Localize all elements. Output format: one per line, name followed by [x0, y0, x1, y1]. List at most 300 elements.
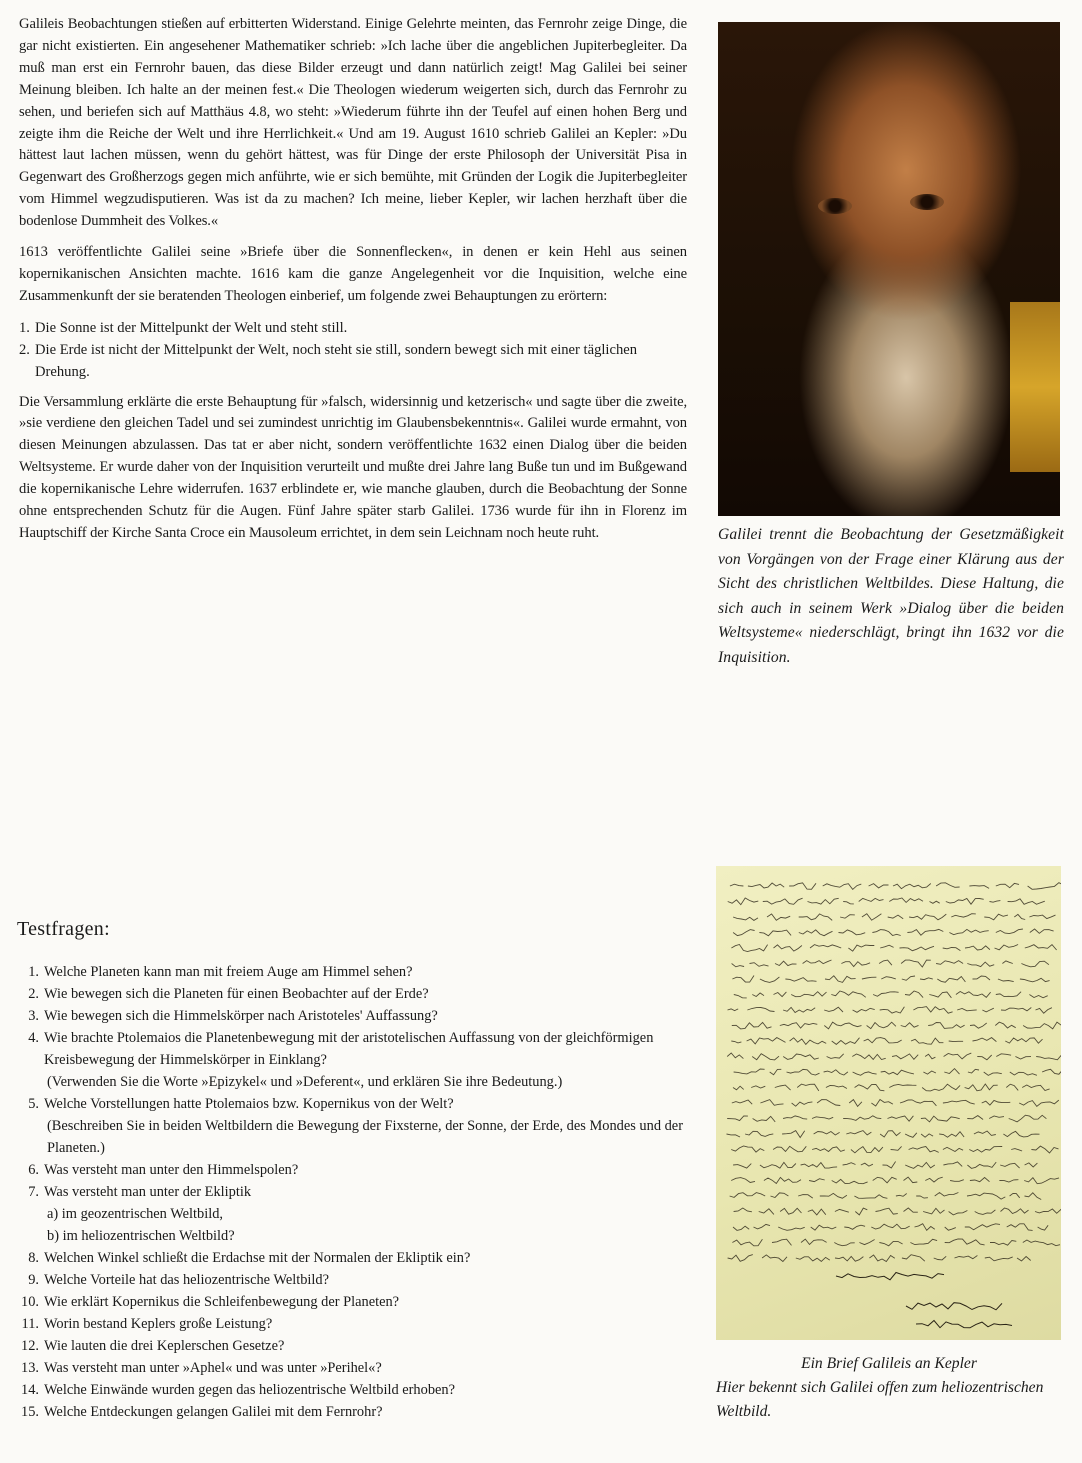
handwriting-stroke: [774, 945, 802, 951]
handwriting-stroke: [859, 1240, 874, 1245]
testfrage-number: 11.: [21, 1316, 39, 1332]
handwriting-stroke: [880, 1007, 905, 1013]
handwriting-stroke: [943, 1162, 962, 1167]
handwriting-stroke: [727, 1116, 748, 1121]
handwriting-stroke: [859, 898, 884, 901]
handwriting-stroke: [731, 945, 767, 952]
handwriting-stroke: [996, 883, 1019, 887]
handwriting-stroke: [879, 960, 892, 965]
testfrage-subline: (Beschreiben Sie in beiden Weltbildern die Bewegung der Fixsterne, der Sonne, der Erde, des Mondes und der Planeten.): [47, 1118, 683, 1156]
handwriting-stroke: [873, 992, 899, 997]
handwriting-stroke: [1025, 1163, 1038, 1167]
handwriting-stroke: [1015, 1057, 1031, 1060]
handwriting-stroke: [752, 993, 764, 997]
handwriting-stroke: [944, 1053, 972, 1059]
letter-caption-title: Ein Brief Galileis an Kepler: [801, 1355, 977, 1372]
handwriting-stroke: [880, 1131, 900, 1137]
testfrage-line: Was versteht man unter »Aphel« und was unter »Perihel«?: [44, 1360, 382, 1376]
testfrage-number: 7.: [28, 1184, 39, 1200]
handwriting-stroke: [762, 1255, 787, 1262]
handwriting-stroke: [930, 901, 940, 903]
testfrage-text: [44, 1401, 687, 1423]
handwriting-stroke: [1022, 1085, 1049, 1091]
testfrage-item: [17, 1181, 687, 1247]
handwriting-stroke: [862, 914, 882, 921]
handwriting-stroke: [747, 1008, 774, 1012]
handwriting-stroke: [925, 1054, 935, 1059]
handwriting-stroke: [855, 1208, 867, 1215]
testfrage-text: [44, 1335, 687, 1357]
testfrage-text: [44, 1159, 687, 1181]
handwriting-stroke: [778, 1227, 805, 1230]
handwriting-stroke: [727, 1134, 741, 1137]
testfrage-number: 1.: [28, 964, 39, 980]
claim-text: Die Sonne ist der Mittelpunkt der Welt und steht still.: [35, 319, 348, 336]
handwriting-stroke: [1025, 945, 1057, 950]
handwriting-stroke: [759, 930, 791, 936]
handwriting-stroke: [1020, 978, 1050, 982]
testfrage-item: [17, 1093, 687, 1159]
handwriting-stroke: [745, 1131, 773, 1136]
handwriting-stroke: [973, 1038, 997, 1042]
testfrage-line: Welche Vorstellungen hatte Ptolemaios bzw. Kopernikus von der Welt?: [44, 1096, 454, 1112]
testfrage-number: 10.: [21, 1294, 39, 1310]
handwriting-stroke: [1017, 1257, 1031, 1261]
handwriting-stroke: [920, 978, 933, 980]
handwriting-stroke: [1028, 883, 1061, 890]
testfrage-number: 5.: [28, 1096, 39, 1112]
handwriting-stroke: [990, 901, 1001, 903]
testfrage-text: [44, 1357, 687, 1379]
handwriting-stroke: [965, 1224, 1000, 1230]
testfragen-list: [17, 961, 687, 1423]
handwriting-stroke: [1000, 1163, 1019, 1168]
handwriting-stroke: [996, 1054, 1011, 1057]
handwriting-stroke: [1025, 1193, 1042, 1200]
testfrage-text: [44, 1005, 687, 1027]
handwriting-stroke: [943, 1147, 963, 1151]
handwriting-stroke: [1035, 1209, 1061, 1214]
testfrage-subline: b) im heliozentrischen Weltbild?: [47, 1228, 235, 1244]
handwriting-stroke: [861, 1163, 873, 1166]
handwriting-stroke: [916, 1196, 928, 1198]
handwriting-stroke: [734, 1069, 765, 1074]
handwriting-stroke: [732, 1022, 772, 1029]
handwriting-stroke: [730, 1193, 766, 1198]
testfrage-text: [44, 1379, 687, 1401]
handwriting-stroke: [790, 1038, 827, 1045]
handwriting-stroke: [984, 1072, 1002, 1075]
handwriting-stroke: [1024, 1178, 1059, 1184]
handwriting-stroke: [965, 1084, 998, 1091]
testfrage-item: [17, 1027, 687, 1093]
testfrage-line: Was versteht man unter den Himmelspolen?: [44, 1162, 299, 1178]
portrait-eye-left: [818, 198, 852, 214]
handwriting-stroke: [982, 1008, 993, 1012]
handwriting-stroke: [1007, 1224, 1033, 1231]
handwriting-stroke: [936, 883, 960, 888]
handwriting-stroke: [754, 1224, 771, 1229]
handwriting-stroke: [832, 1038, 860, 1045]
handwriting-stroke: [871, 1224, 909, 1229]
handwriting-stroke: [811, 1225, 837, 1230]
handwriting-stroke: [783, 1007, 815, 1012]
handwriting-stroke: [869, 1255, 894, 1262]
handwriting-stroke: [905, 1133, 917, 1138]
handwriting-stroke: [734, 995, 747, 998]
handwriting-stroke: [892, 1054, 918, 1059]
handwriting-stroke: [760, 1100, 783, 1106]
testfrage-number: 6.: [28, 1162, 39, 1178]
handwriting-stroke: [823, 884, 862, 890]
handwriting-stroke: [764, 1177, 801, 1183]
testfrage-text: [44, 1093, 687, 1159]
testfrage-item: [17, 1357, 687, 1379]
handwriting-stroke: [945, 1239, 985, 1245]
testfrage-item: [17, 961, 687, 983]
handwriting-stroke: [775, 1085, 791, 1090]
handwriting-stroke: [853, 1008, 875, 1012]
handwriting-stroke: [998, 979, 1014, 982]
handwriting-stroke: [771, 1193, 789, 1198]
handwriting-stroke: [996, 929, 1023, 934]
testfrage-number: 12.: [21, 1338, 39, 1354]
handwriting-stroke: [905, 991, 923, 998]
handwriting-stroke: [731, 1178, 755, 1183]
handwriting-stroke: [789, 883, 816, 889]
testfrage-item: [17, 1291, 687, 1313]
handwriting-stroke: [1001, 1208, 1029, 1214]
testfrage-line: Welche Entdeckungen gelangen Galilei mit dem Fernrohr?: [44, 1404, 383, 1420]
handwriting-stroke: [759, 1209, 774, 1215]
testfrage-line: Welche Vorteile hat das heliozentrische Weltbild?: [44, 1272, 329, 1288]
testfrage-item: [17, 1335, 687, 1357]
handwriting-stroke: [798, 1195, 813, 1199]
handwriting-stroke: [835, 1256, 863, 1261]
handwriting-stroke: [907, 929, 943, 935]
handwriting-stroke: [799, 914, 833, 921]
handwriting-stroke: [824, 1022, 861, 1029]
handwriting-stroke: [855, 1084, 885, 1090]
handwriting-stroke: [909, 914, 946, 920]
testfrage-line: Was versteht man unter der Ekliptik: [44, 1184, 252, 1200]
handwriting-stroke: [732, 976, 754, 983]
portrait-eye-right: [910, 194, 944, 210]
testfrage-line: Welchen Winkel schließt die Erdachse mit der Normalen der Ekliptik ein?: [44, 1250, 471, 1266]
handwriting-stroke: [900, 946, 935, 950]
handwriting-stroke: [852, 1054, 885, 1060]
handwriting-stroke: [880, 945, 893, 948]
handwriting-stroke: [796, 1257, 830, 1262]
handwriting-stroke: [840, 915, 855, 919]
handwriting-stroke: [844, 1225, 865, 1229]
handwriting-stroke: [1008, 899, 1045, 905]
handwriting-stroke: [733, 917, 758, 920]
testfrage-text: [44, 1181, 687, 1247]
handwriting-stroke: [748, 883, 784, 888]
handwriting-stroke: [901, 960, 931, 967]
handwriting-stroke: [911, 1038, 943, 1044]
handwriting-stroke: [929, 992, 951, 998]
handwriting-stroke: [943, 1100, 975, 1104]
handwriting-scribbles: [716, 866, 1061, 1340]
testfrage-number: 4.: [28, 1030, 39, 1046]
handwriting-stroke: [831, 991, 866, 997]
testfrage-item: [17, 1005, 687, 1027]
testfrage-item: [17, 1269, 687, 1291]
handwriting-stroke: [1042, 1069, 1061, 1074]
handwriting-stroke: [825, 976, 856, 983]
handwriting-stroke: [773, 1146, 806, 1152]
testfrage-text: [44, 1269, 687, 1291]
handwriting-stroke: [732, 964, 745, 967]
testfrage-line: Wie brachte Ptolemaios die Planetenbewegung mit der aristotelischen Auffassung von der gleichförmigen Kreisbewegung der Himmelskörper in Einklang?: [44, 1030, 654, 1068]
testfrage-number: 14.: [21, 1382, 39, 1398]
handwriting-stroke: [835, 1209, 849, 1212]
handwriting-stroke: [1014, 914, 1025, 919]
handwriting-stroke: [902, 976, 915, 980]
testfrage-text: [44, 961, 687, 983]
handwriting-stroke: [791, 992, 826, 997]
handwriting-stroke: [1006, 1084, 1018, 1090]
handwriting-stroke: [824, 1070, 848, 1075]
handwriting-stroke: [782, 1131, 805, 1138]
testfrage-line: Worin bestand Keplers große Leistung?: [44, 1316, 273, 1332]
handwriting-stroke: [824, 1007, 843, 1012]
handwriting-stroke: [849, 1100, 862, 1107]
handwriting-stroke: [915, 1224, 935, 1231]
handwriting-stroke: [977, 1055, 991, 1060]
intro-paragraph-1: Galileis Beobachtungen stießen auf erbitterten Widerstand. Einige Gelehrte meinten, das Fernrohr zeige Dinge, die gar nicht existierten. Ein angesehener Mathematiker schrieb: »Ich lache über die angeblichen Jupiterbegleiter. Da muß man erst ein Fernrohr bauen, das diese Bilder erzeugt und dann natürlich zeigt! Mag Galilei bei seiner Meinung bleiben. Ich halte an der meinen fest.« Die Theologen wiederum weigerten sich, durch das Fernrohr zu sehen, und beriefen sich auf Matthäus 4.8, wo steht: »Wiederum führte ihn der Teufel auf einen hohen Berg und zeigte ihm die Reiche der Welt und ihre Herrlichkeit.« Und am 19. August 1610 schrieb Galilei an Kepler: »Du hättest laut lachen müssen, wenn du gehört hättest, was für Dinge der erste Philosoph der Universität Pisa in Gegenwart des Großherzogs gegen mich anführte, wie er sich bemühte, mit Gründen der Logik die Jupiterbegleiter vom Himmel wegzudisputieren. Was ist da zu machen? Ich meine, lieber Kepler, wir lachen herzhaft über die bodenlose Dummheit des Volkes.«: [19, 16, 687, 230]
handwriting-stroke: [989, 1116, 1004, 1119]
handwriting-stroke: [1003, 1131, 1039, 1137]
handwriting-stroke: [810, 945, 841, 948]
signature-stroke: [836, 1273, 944, 1280]
claim-item: [19, 340, 687, 384]
handwriting-stroke: [944, 1069, 959, 1075]
handwriting-stroke: [957, 1009, 977, 1011]
intro-paragraph-2: 1613 veröffentlichte Galilei seine »Briefe über die Sonnenflecken«, in denen er kein Hehl aus seinen kopernikanischen Ansichten machte. 1616 kam die ganze Angelegenheit vor die Inquisition, welche eine Zusammenkunft der sie beratenden Theologen einberief, um folgende zwei Behauptungen zu erörtern:: [19, 244, 687, 304]
handwriting-stroke: [775, 961, 797, 965]
handwriting-stroke: [1021, 961, 1049, 967]
handwriting-stroke: [731, 1041, 741, 1043]
handwriting-stroke: [905, 1162, 935, 1168]
handwriting-stroke: [1023, 1240, 1060, 1246]
handwriting-stroke: [935, 1193, 959, 1197]
testfrage-text: [44, 1313, 687, 1335]
handwriting-stroke: [973, 976, 991, 980]
handwriting-stroke: [732, 1239, 762, 1246]
handwriting-stroke: [848, 945, 874, 951]
handwriting-stroke: [841, 962, 870, 967]
handwriting-stroke: [975, 1210, 996, 1215]
handwriting-stroke: [967, 1193, 1005, 1199]
letter-caption-text: Hier bekennt sich Galilei offen zum heliozentrischen Weltbild.: [716, 1379, 1044, 1420]
handwriting-stroke: [943, 948, 961, 951]
claim-number: 1.: [19, 319, 30, 336]
handwriting-stroke: [985, 1257, 1013, 1261]
handwriting-stroke: [896, 1194, 907, 1197]
handwriting-stroke: [809, 1179, 825, 1182]
handwriting-stroke: [832, 1179, 868, 1183]
handwriting-stroke: [772, 1239, 792, 1245]
handwriting-stroke: [904, 1208, 918, 1212]
handwriting-stroke: [995, 1022, 1015, 1028]
testfrage-text: [44, 1291, 687, 1313]
handwriting-stroke: [851, 1147, 883, 1153]
handwriting-stroke: [732, 1100, 752, 1104]
handwriting-stroke: [797, 1084, 819, 1091]
handwriting-stroke: [996, 992, 1021, 997]
testfrage-line: Wie bewegen sich die Himmelskörper nach Aristoteles' Auffassung?: [44, 1008, 438, 1024]
handwriting-stroke: [990, 1241, 1016, 1246]
testfrage-item: [17, 1379, 687, 1401]
testfrage-line: Wie lauten die drei Keplerschen Gesetze?: [44, 1338, 285, 1354]
handwriting-stroke: [846, 1131, 871, 1135]
testfrage-line: Wie erklärt Kopernikus die Schleifenbewegung der Planeten?: [44, 1294, 400, 1310]
handwriting-stroke: [901, 1023, 919, 1027]
handwriting-stroke: [910, 1239, 937, 1244]
handwriting-stroke: [827, 1054, 844, 1059]
handwriting-stroke: [922, 1084, 960, 1091]
handwriting-stroke: [889, 1084, 916, 1087]
handwriting-stroke: [752, 1054, 779, 1060]
handwriting-stroke: [1001, 1008, 1031, 1011]
handwriting-stroke: [750, 963, 769, 967]
handwriting-stroke: [770, 1069, 782, 1074]
testfrage-line: Welche Planeten kann man mit freiem Auge am Himmel sehen?: [44, 964, 413, 980]
handwriting-stroke: [780, 1023, 818, 1028]
handwriting-stroke: [889, 898, 923, 902]
testfrage-number: 2.: [28, 986, 39, 1002]
handwriting-stroke: [939, 1132, 964, 1138]
handwriting-stroke: [881, 977, 896, 979]
handwriting-stroke: [839, 930, 866, 935]
handwriting-stroke: [888, 1116, 914, 1121]
handwriting-stroke: [995, 945, 1019, 950]
handwriting-stroke: [1036, 1055, 1061, 1060]
handwriting-stroke: [881, 1070, 914, 1075]
handwriting-stroke: [904, 1177, 918, 1183]
testfrage-number: 8.: [28, 1250, 39, 1266]
handwriting-stroke: [921, 1116, 960, 1122]
handwriting-stroke: [864, 1038, 902, 1043]
handwriting-stroke: [862, 977, 877, 979]
handwriting-stroke: [767, 914, 790, 920]
handwriting-stroke: [955, 1256, 978, 1259]
handwriting-stroke: [734, 1208, 752, 1212]
handwriting-stroke: [909, 1147, 939, 1153]
portrait-background-glow: [1010, 302, 1060, 472]
testfrage-number: 3.: [28, 1008, 39, 1024]
handwriting-stroke: [913, 1007, 952, 1014]
handwriting-stroke: [751, 1086, 765, 1088]
claim-number: 2.: [19, 341, 30, 358]
handwriting-stroke: [883, 1162, 896, 1169]
handwriting-stroke: [921, 1134, 933, 1137]
handwriting-stroke: [871, 1100, 893, 1107]
handwriting-stroke: [812, 1147, 845, 1152]
handwriting-stroke: [801, 1239, 827, 1244]
handwriting-stroke: [843, 902, 854, 904]
claim-text: Die Erde ist nicht der Mittelpunkt der Welt, noch steht sie still, sondern bewegt sich mit einer täglichen Drehung.: [35, 341, 638, 380]
handwriting-stroke: [787, 1069, 820, 1075]
handwriting-stroke: [792, 1102, 813, 1106]
testfrage-item: [17, 1159, 687, 1181]
handwriting-stroke: [820, 1193, 847, 1198]
handwriting-stroke: [967, 1116, 983, 1120]
handwriting-stroke: [949, 1041, 963, 1042]
handwriting-stroke: [783, 1116, 807, 1119]
handwriting-stroke: [1011, 1149, 1022, 1151]
handwriting-stroke: [808, 1209, 826, 1215]
handwriting-stroke: [1030, 929, 1054, 933]
handwriting-stroke: [728, 898, 759, 905]
testfrage-text: [44, 1027, 687, 1093]
handwriting-stroke: [925, 1177, 942, 1182]
handwriting-stroke: [969, 1147, 1002, 1153]
closing-paragraph: Die Versammlung erklärte die erste Behauptung für »falsch, widersinnig und ketzerisch« und sagte über die zweite, »sie verdiene den gleichen Tadel und sei zumindest unrichtig im Glaubensbekenntnis«. Galilei wurde ermahnt, von diesen Meinungen abzulassen. Das tat er aber nicht, sondern veröffentlichte 1632 einen Dialog über die beiden Weltsysteme. Er wurde daher von der Inquisition verurteilt und mußte drei Jahre lang Buße tun und im Bußgewand die kopernikanische Lehre widerrufen. 1637 erblindete er, wie manche glauben, durch die Beobachtung der Sonne ohne entsprechenden Schutz für die Augen. Fünf Jahre später starb Galilei. 1736 wurde für ihn in Florenz im Hauptschiff der Kirche Santa Croce ein Mausoleum errichtet, in dem sein Leichnam noch heute ruht.: [19, 393, 687, 541]
handwriting-stroke: [970, 1178, 990, 1182]
handwriting-stroke: [876, 1208, 898, 1214]
handwriting-stroke: [945, 1227, 956, 1230]
handwriting-stroke: [1036, 1008, 1052, 1014]
handwriting-stroke: [967, 1162, 996, 1168]
signature-stroke: [906, 1303, 1002, 1310]
handwriting-stroke: [801, 1163, 838, 1169]
letter-caption: [716, 1352, 1062, 1424]
galilei-portrait-image: [718, 22, 1060, 516]
handwriting-stroke: [803, 960, 832, 964]
handwriting-stroke: [1009, 1115, 1047, 1122]
handwriting-stroke: [900, 1100, 936, 1106]
handwriting-stroke: [970, 1023, 987, 1028]
handwriting-stroke: [1029, 915, 1055, 919]
handwriting-stroke: [733, 930, 755, 936]
claims-list: [19, 318, 687, 384]
handwriting-stroke: [826, 1086, 847, 1089]
handwriting-stroke: [733, 1226, 749, 1230]
handwriting-stroke: [872, 930, 900, 936]
handwriting-stroke: [974, 1131, 996, 1135]
handwriting-stroke: [956, 992, 991, 998]
handwriting-stroke: [946, 899, 984, 905]
handwriting-stroke: [774, 992, 787, 997]
handwriting-stroke: [733, 1164, 751, 1169]
signature-stroke: [916, 1321, 1012, 1328]
handwriting-stroke: [968, 1069, 979, 1073]
handwriting-stroke: [867, 1022, 896, 1028]
testfrage-text: [44, 983, 687, 1005]
handwriting-stroke: [1010, 1193, 1020, 1197]
handwriting-stroke: [936, 961, 963, 965]
handwriting-stroke: [869, 884, 889, 888]
handwriting-stroke: [728, 1009, 739, 1011]
handwriting-stroke: [785, 978, 816, 982]
handwriting-stroke: [984, 914, 1008, 920]
testfrage-item: [17, 983, 687, 1005]
portrait-caption: Galilei trennt die Beobachtung der Gesetzmäßigkeit von Vorgängen von der Frage einer Klärung aus der Sicht des christlichen Weltbildes. Diese Haltung, die sich auch in seinem Werk »Dialog über die beiden Weltsysteme« niederschlägt, bringt ihn 1632 vor die Inquisition.: [718, 526, 1064, 666]
handwriting-stroke: [808, 898, 839, 904]
testfrage-line: Wie bewegen sich die Planeten für einen Beobachter auf der Erde?: [44, 986, 429, 1002]
handwriting-stroke: [1005, 1038, 1042, 1043]
handwriting-stroke: [934, 1256, 947, 1260]
testfrage-line: Welche Einwände wurden gegen das heliozentrische Weltbild erhoben?: [44, 1382, 455, 1398]
handwriting-stroke: [891, 1146, 902, 1150]
main-text-column: [19, 14, 687, 545]
handwriting-stroke: [928, 1023, 964, 1029]
handwriting-stroke: [950, 1180, 964, 1182]
